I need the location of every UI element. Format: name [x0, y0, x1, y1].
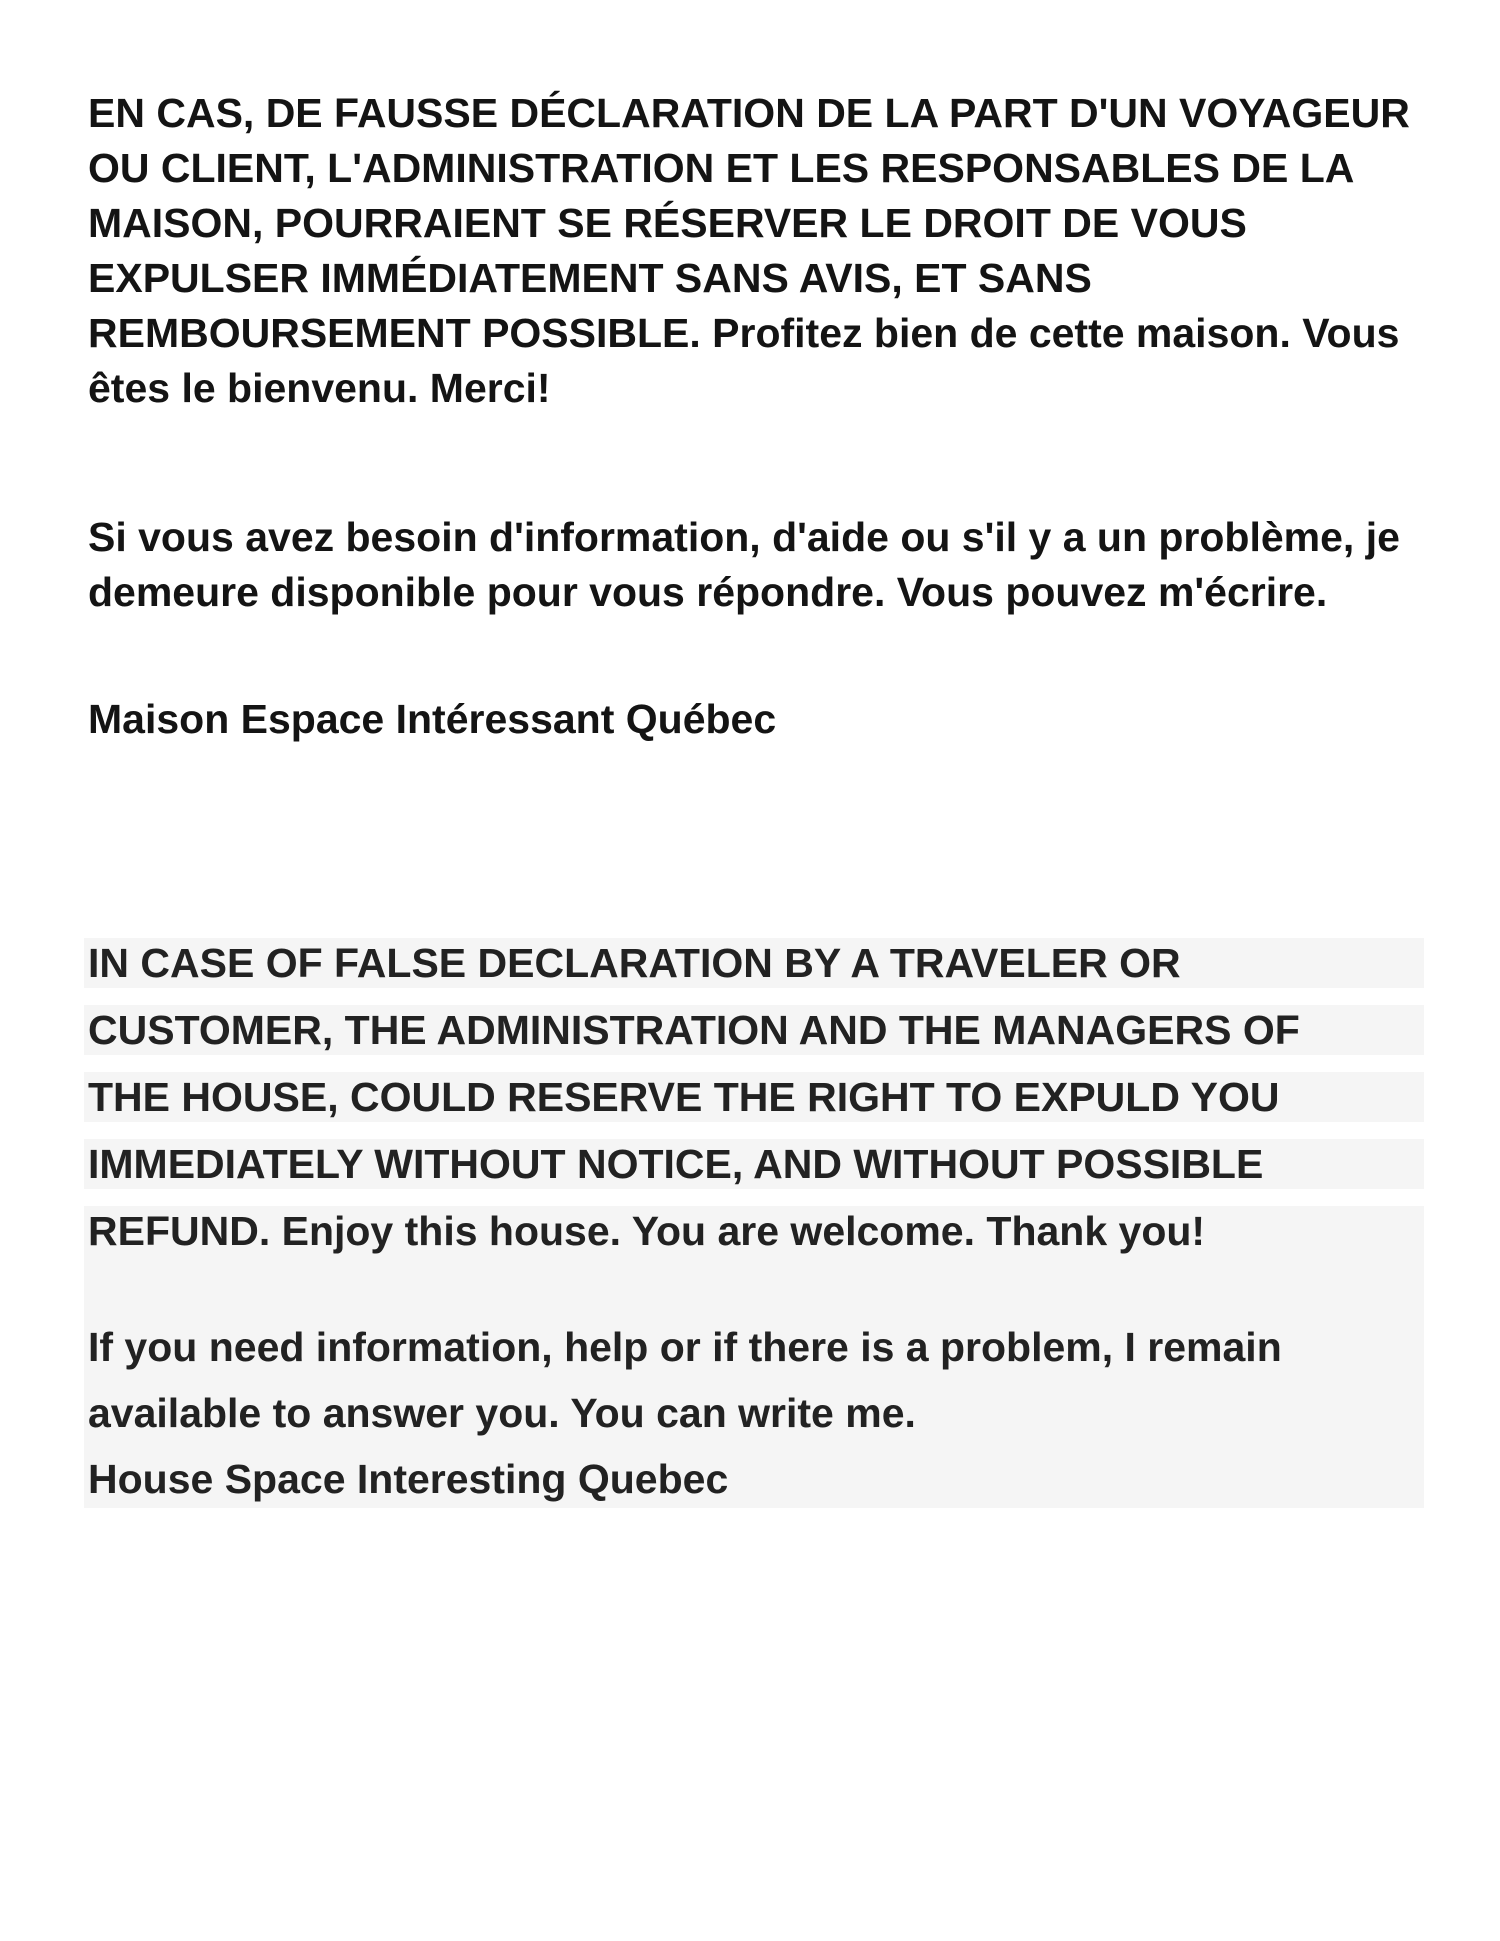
- french-signature: [88, 692, 1428, 747]
- english-warning-line: CUSTOMER, THE ADMINISTRATION AND THE MANAGERS OF: [84, 1005, 1424, 1055]
- english-contact-line: If you need information, help or if there is a problem, I remain: [84, 1322, 1424, 1388]
- english-paragraph-gap: [84, 1256, 1424, 1322]
- french-warning-text: EN CAS, DE FAUSSE DÉCLARATION DE LA PART D'UN VOYAGEUR OU CLIENT, L'ADMINISTRATION ET LES RESPONSABLES DE LA MAISON, POURRAIENT SE RÉSERVER LE DROIT DE VOUS EXPULSER IMMÉDIATEMENT SANS AVIS, ET SANS REMBOURSEMENT POSSIBLE. Profitez bien de cette maison. Vous êtes le bienvenu. Merci!: [88, 90, 1410, 411]
- english-warning-line: REFUND. Enjoy this house. You are welcome. Thank you!: [84, 1206, 1424, 1256]
- french-warning-paragraph: [88, 86, 1428, 416]
- french-contact-text: Si vous avez besoin d'information, d'aide ou s'il y a un problème, je demeure disponible pour vous répondre. Vous pouvez m'écrire.: [88, 514, 1400, 615]
- french-contact-paragraph: [88, 510, 1428, 620]
- english-warning-line: IMMEDIATELY WITHOUT NOTICE, AND WITHOUT POSSIBLE: [84, 1139, 1424, 1189]
- english-section: [84, 938, 1424, 1508]
- french-signature-text: Maison Espace Intéressant Québec: [88, 696, 777, 742]
- english-warning-line: IN CASE OF FALSE DECLARATION BY A TRAVELER OR: [84, 938, 1424, 988]
- english-signature: House Space Interesting Quebec: [84, 1454, 1424, 1508]
- english-contact-line: available to answer you. You can write me.: [84, 1388, 1424, 1454]
- english-warning-line: THE HOUSE, COULD RESERVE THE RIGHT TO EXPULD YOU: [84, 1072, 1424, 1122]
